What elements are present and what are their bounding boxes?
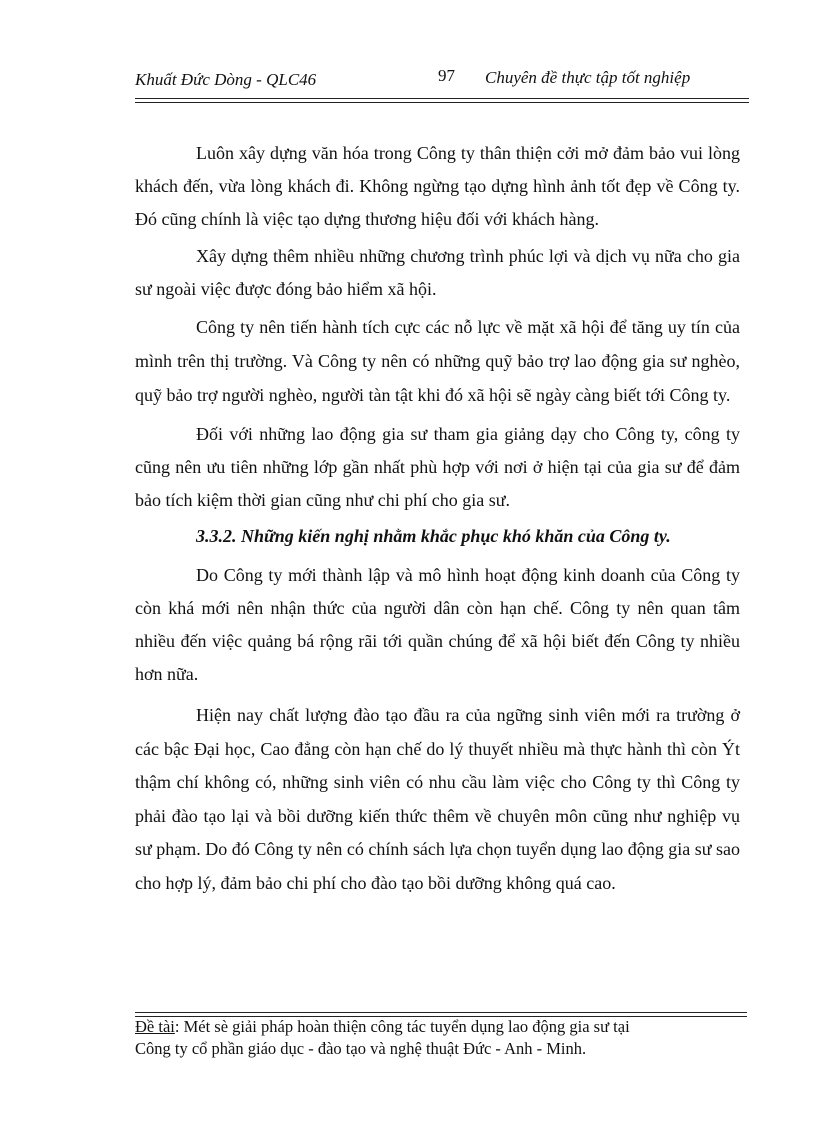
footer-rule-thin — [135, 1012, 747, 1013]
page-number: 97 — [438, 66, 455, 85]
header-rule — [135, 98, 749, 99]
footer-label: Đề tài — [135, 1017, 175, 1036]
header-document-title: Chuyên đề thực tập tốt nghiệp — [485, 68, 691, 87]
paragraph-tutor-priority: Đối với những lao động gia sư tham gia giảng dạy cho Công ty, công ty cũng nên ưu tiên những lớp gần nhất phù hợp với nơi ở hiện tại của gia sư để đảm bảo tích kiệm thời gian cũng như chi phí cho gia sư. — [135, 424, 740, 510]
page-header — [135, 66, 749, 98]
header-rule-thin — [135, 102, 749, 103]
footer-line-1 — [135, 1016, 749, 1038]
paragraph-culture: Luôn xây dựng văn hóa trong Công ty thân thiện cởi mở đảm bảo vui lòng khách đến, vừa lòng khách đi. Không ngừng tạo dựng hình ảnh tốt đẹp về Công ty. Đó cũng chính là việc tạo dựng thương hiệu đối với khách hàng. — [135, 143, 740, 229]
footer-topic-text: : Mét sè giải pháp hoàn thiện công tác tuyển dụng lao động gia sư tại — [174, 1017, 630, 1036]
section-heading: 3.3.2. Những kiến nghị nhằm khắc phục khó khăn của Công ty. — [196, 526, 671, 546]
paragraph-welfare: Xây dựng thêm nhiều những chương trình phúc lợi và dịch vụ nữa cho gia sư ngoài việc được đóng bảo hiểm xã hội. — [135, 246, 740, 299]
paragraph-social-efforts: Công ty nên tiến hành tích cực các nỗ lực về mặt xã hội để tăng uy tín của mình trên thị trường. Và Công ty nên có những quỹ bảo trợ lao động gia sư nghèo, quỹ bảo trợ người nghèo, người tàn tật khi đó xã hội sẽ ngày càng biết tới Công ty. — [135, 317, 740, 405]
footer-line-2: Công ty cổ phần giáo dục - đào tạo và nghệ thuật Đức - Anh - Minh. — [135, 1039, 587, 1058]
paragraph-awareness: Do Công ty mới thành lập và mô hình hoạt động kinh doanh của Công ty còn khá mới nên nhận thức của người dân còn hạn chế. Công ty nên quan tâm nhiều đến việc quảng bá rộng rãi tới quần chúng để xã hội biết đến Công ty nhiều hơn nữa. — [135, 565, 740, 684]
paragraph-training: Hiện nay chất lượng đào tạo đầu ra của ngững sinh viên mới ra trường ở các bậc Đại học, Cao đẳng còn hạn chế do lý thuyết nhiều mà thực hành thì còn Ýt thậm chí không có, những sinh viên có nhu cầu làm việc cho Công ty thì Công ty phải đào tạo lại và bồi dưỡng kiến thức thêm về chuyên môn cũng như nghiệp vụ sư phạm. Do đó Công ty nên có chính sách lựa chọn tuyển dụng lao động gia sư sao cho hợp lý, đảm bảo chi phí cho đào tạo bồi dưỡng không quá cao. — [135, 705, 740, 893]
header-author: Khuất Đức Dòng - QLC46 — [135, 70, 317, 89]
page-footer — [135, 1016, 749, 1060]
page-body — [135, 137, 740, 900]
